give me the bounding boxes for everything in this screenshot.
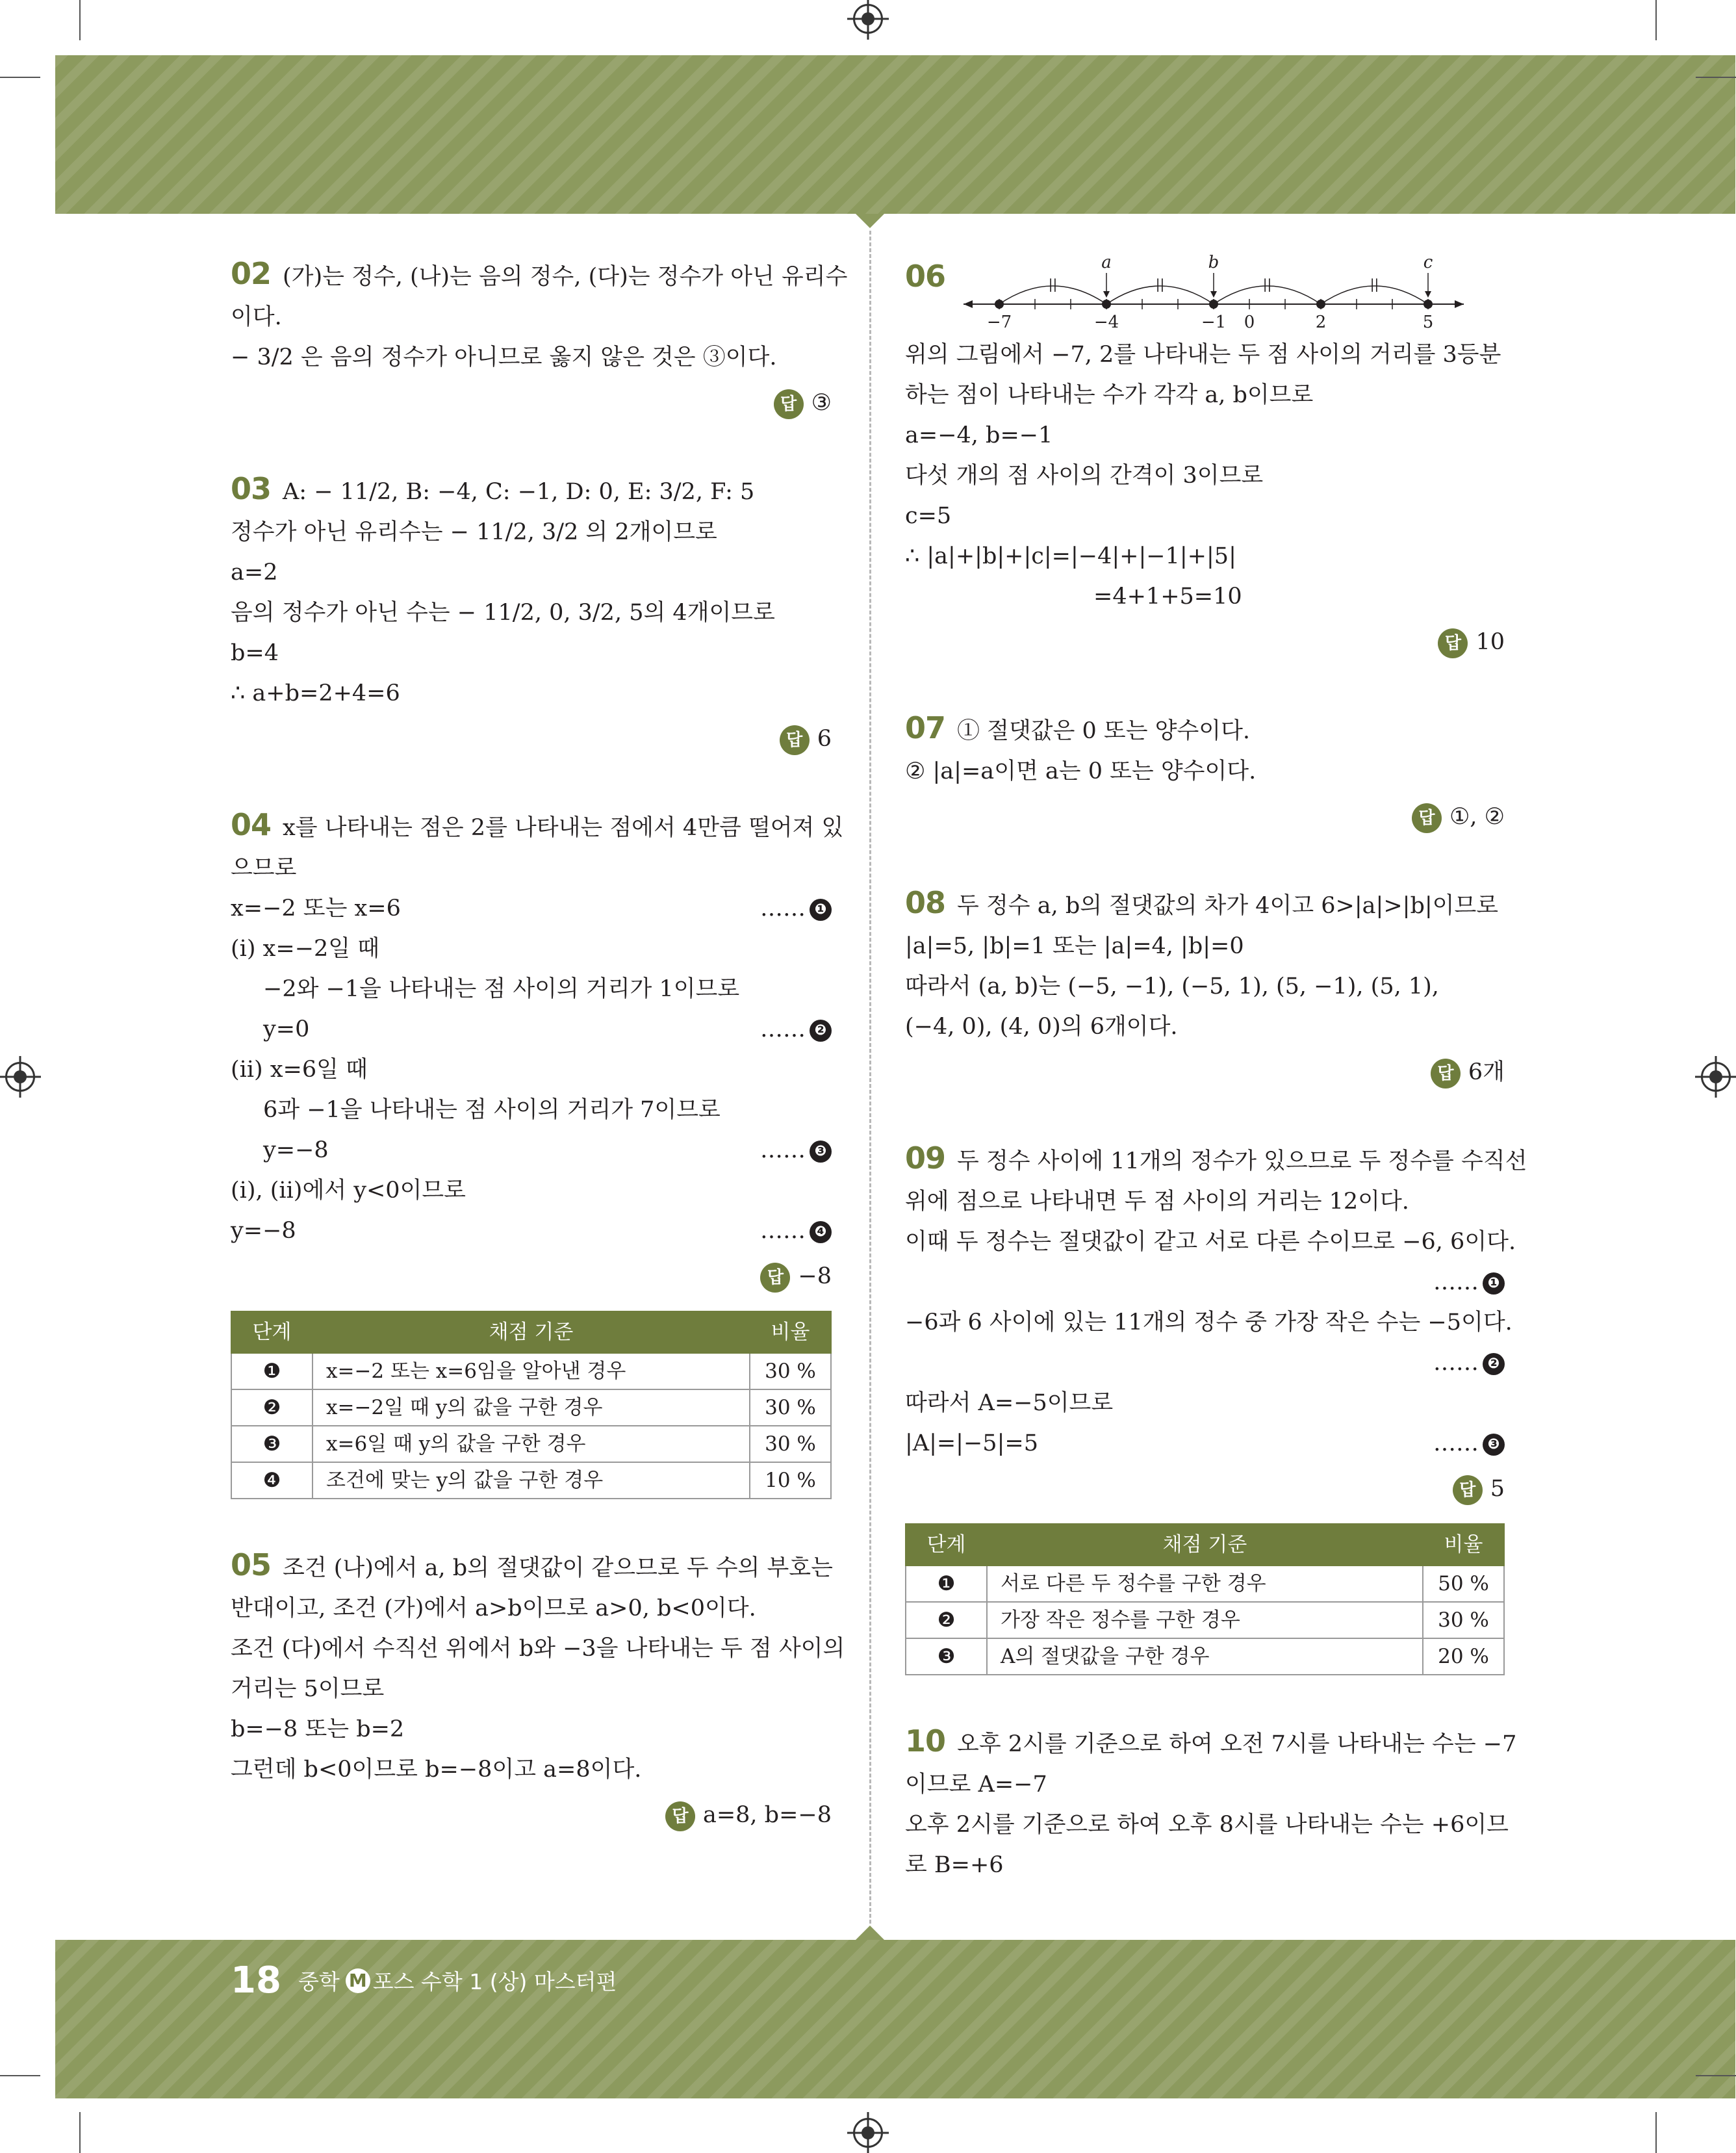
text-line: 정수가 아닌 유리수는 − 11/2, 3/2 의 2개이므로 [231,519,717,545]
tick-label: −1 [1201,313,1227,332]
text-line: ② |a|=a이면 a는 0 또는 양수이다. [905,758,1257,784]
problem-08 [905,883,1505,1092]
equal-mark: || [1048,276,1058,292]
text-line: a=−4, b=−1 [905,422,1053,448]
text-line: 두 정수 a, b의 절댓값의 차가 4이고 6>|a|>|b|이므로 [957,893,1499,919]
crop-mark [1696,77,1736,78]
table-cell: ❹ [231,1462,313,1499]
text-line: 조건 (다)에서 수직선 위에서 b와 −3을 나타내는 두 점 사이의 [231,1636,845,1662]
crop-mark [79,0,81,40]
table-cell: 30 % [750,1426,831,1462]
tick-label: −4 [1093,313,1119,332]
answer-value: 10 [1475,629,1505,655]
tick-label: 2 [1315,313,1327,332]
dots: …… [1433,1269,1479,1295]
problem-07 [905,708,1505,837]
dots: …… [1433,1350,1479,1376]
pointer-arrow-icon [1210,291,1217,298]
text-line: 이다. [231,304,282,330]
answer-value: −8 [798,1263,832,1289]
table-cell: 30 % [750,1353,831,1389]
table-row [231,1426,831,1462]
table-header: 채점 기준 [313,1311,750,1353]
answer-badge: 답 [1453,1475,1483,1505]
table-header: 단계 [906,1524,987,1566]
table-row [906,1638,1504,1675]
dots: …… [760,896,806,922]
table-cell: 조건에 맞는 y의 값을 구한 경우 [313,1462,750,1499]
text-line: −2와 −1을 나타내는 점 사이의 거리가 1이므로 [263,976,740,1002]
registration-mark-icon [853,4,883,34]
column-divider [869,231,871,1924]
answer-badge: 답 [1412,803,1442,833]
text-line: −6과 6 사이에 있는 11개의 정수 중 가장 작은 수는 −5이다. [905,1309,1513,1335]
step-marker: ❶ [810,899,832,921]
text-line: 이때 두 정수는 절댓값이 같고 서로 다른 수이므로 −6, 6이다. [905,1229,1516,1255]
text-line: 위에 점으로 나타내면 두 점 사이의 거리는 12이다. [905,1189,1409,1215]
problem-number: 06 [905,259,946,294]
step-marker: ❷ [1483,1353,1505,1375]
answer [905,622,1505,662]
table-cell: 30 % [750,1389,831,1426]
answer [231,383,832,423]
text-line: 그런데 b<0이므로 b=−8이고 a=8이다. [231,1757,642,1783]
crop-mark [79,2112,81,2153]
scoring-table [231,1311,832,1499]
text-line: 따라서 A=−5이므로 [905,1390,1114,1416]
table-cell: ❸ [906,1638,987,1675]
text-line: ∴ |a|+|b|+|c|=|−4|+|−1|+|5| [905,543,1236,569]
text-line: 오후 2시를 기준으로 하여 오전 7시를 나타내는 수는 −7 [957,1731,1517,1757]
right-column [905,253,1527,1885]
answer-value: 6 [817,726,832,752]
equal-mark: || [1262,276,1272,292]
text-line: 오후 2시를 기준으로 하여 오후 8시를 나타내는 수는 +6이므 [905,1812,1509,1838]
table-row [906,1566,1504,1602]
table-cell: x=−2일 때 y의 값을 구한 경우 [313,1389,750,1426]
point-label: a [1101,253,1112,272]
answer-badge: 답 [780,725,810,755]
table-header: 단계 [231,1311,313,1353]
tick-label: −7 [986,313,1012,332]
table-row [906,1602,1504,1638]
arrow-left-icon [964,300,973,308]
text-line: ∴ a+b=2+4=6 [231,680,400,706]
table-cell: 가장 작은 정수를 구한 경우 [987,1602,1423,1638]
problem-09 [905,1138,1527,1675]
problem-number: 07 [905,710,946,745]
dots: …… [760,1016,806,1042]
problem-number: 08 [905,885,946,920]
point [1316,300,1325,309]
scoring-table [905,1523,1505,1675]
crop-mark [1696,2075,1736,2076]
table-header: 채점 기준 [987,1524,1423,1566]
page-footer [231,1959,617,2002]
table-cell: 30 % [1423,1602,1504,1638]
text-line: 반대이고, 조건 (가)에서 a>b이므로 a>0, b<0이다. [231,1595,756,1621]
dots: …… [760,1137,806,1163]
text-line: (가)는 정수, (나)는 음의 정수, (다)는 정수가 아닌 유리수 [283,264,848,290]
table-cell: ❶ [906,1566,987,1602]
left-column [231,253,848,1835]
text-line: ① 절댓값은 0 또는 양수이다. [957,718,1251,744]
problem-06 [905,253,1505,662]
table-row [231,1353,831,1389]
table-cell: ❷ [231,1389,313,1426]
crop-mark [1655,2112,1657,2153]
answer-value: 5 [1490,1476,1505,1502]
text-line: 하는 점이 나타내는 수가 각각 a, b이므로 [905,382,1314,408]
crop-mark [1655,0,1657,40]
text-line: (ⅱ) x=6일 때 [231,1057,368,1083]
equal-mark: || [1155,276,1165,292]
table-cell: ❸ [231,1426,313,1462]
table-cell: 50 % [1423,1566,1504,1602]
header-band [55,55,1735,214]
tick-label: 0 [1244,313,1255,332]
text-line: b=4 [231,640,279,666]
answer-badge: 답 [760,1263,790,1293]
text-line: 따라서 (a, b)는 (−5, −1), (−5, 1), (5, −1), (5, 1), [905,973,1439,999]
book-logo-icon: M [346,1968,370,1993]
answer [905,1469,1505,1509]
text-line: b=−8 또는 b=2 [231,1716,405,1742]
problem-number: 02 [231,256,272,291]
answer [905,797,1505,837]
point [995,300,1004,309]
table-cell: ❷ [906,1602,987,1638]
registration-mark-icon [5,1062,35,1092]
problem-number: 05 [231,1547,272,1582]
answer-badge: 답 [774,389,804,419]
table-row [231,1462,831,1499]
table-header: 비율 [750,1311,831,1353]
text-line: 조건 (나)에서 a, b의 절댓값이 같으므로 두 수의 부호는 [283,1555,833,1581]
equal-mark: || [1370,276,1379,292]
point [1102,300,1111,309]
table-cell: x=−2 또는 x=6임을 알아낸 경우 [313,1353,750,1389]
crop-mark [0,2075,40,2076]
text-line: 로 B=+6 [905,1852,1004,1878]
text-line: x를 나타내는 점은 2를 나타내는 점에서 4만큼 떨어져 있 [283,815,844,841]
table-cell: x=6일 때 y의 값을 구한 경우 [313,1426,750,1462]
step-marker: ❹ [810,1221,832,1243]
answer-badge: 답 [1438,628,1468,658]
number-line [957,253,1470,335]
answer-value: ③ [811,390,832,416]
table-cell: 20 % [1423,1638,1504,1675]
text-line: 위의 그림에서 −7, 2를 나타내는 두 점 사이의 거리를 3등분 [905,342,1501,368]
text-line: 다섯 개의 점 사이의 간격이 3이므로 [905,463,1264,489]
answer [231,1795,832,1835]
answer-value: 6개 [1468,1059,1505,1085]
text-line: 거리는 5이므로 [231,1676,385,1702]
text-line: y=−8 [231,1218,296,1244]
problem-number: 04 [231,807,272,842]
problem-10 [905,1721,1517,1885]
point-label: c [1423,253,1433,272]
point [1209,300,1218,309]
book-title: 포스 수학 1 (상) 마스터편 [372,1969,617,1994]
text-line: y=0 [263,1016,310,1042]
tick-label: 5 [1422,313,1434,332]
point [1423,300,1433,309]
book-title-prefix: 중학 [298,1969,340,1994]
table-cell: 서로 다른 두 정수를 구한 경우 [987,1566,1423,1602]
registration-mark-icon [853,2118,883,2148]
text-line: A: − 11/2, B: −4, C: −1, D: 0, E: 3/2, F: 5 [283,479,755,505]
step-marker: ❷ [810,1020,832,1042]
text-line: 으므로 [231,855,297,881]
answer [231,1256,832,1296]
problem-number: 09 [905,1141,946,1176]
text-line: x=−2 또는 x=6 [231,896,401,922]
problem-02 [231,253,848,423]
text-line: a=2 [231,560,278,586]
answer [905,1052,1505,1092]
point-label: b [1208,253,1219,272]
step-marker: ❸ [1483,1434,1505,1456]
text-line: − 3/2 은 음의 정수가 아니므로 옳지 않은 것은 ③이다. [231,344,777,370]
arrow-right-icon [1455,300,1464,308]
text-line: 6과 −1을 나타내는 점 사이의 거리가 7이므로 [263,1097,721,1123]
footer-notch [856,1926,884,1940]
dots: …… [1433,1430,1479,1456]
text-line: (ⅰ) x=−2일 때 [231,936,380,962]
table-header: 비율 [1423,1524,1504,1566]
text-line: =4+1+5=10 [1093,584,1242,610]
text-line: 이므로 A=−7 [905,1772,1047,1798]
pointer-arrow-icon [1425,291,1431,298]
problem-05 [231,1545,845,1835]
problem-03 [231,469,832,759]
answer [231,719,832,759]
problem-04 [231,805,844,1499]
table-cell: 10 % [750,1462,831,1499]
answer-value: ①, ② [1449,804,1505,830]
text-line: |a|=5, |b|=1 또는 |a|=4, |b|=0 [905,933,1244,959]
table-row [231,1389,831,1426]
table-cell: ❶ [231,1353,313,1389]
step-marker: ❶ [1483,1272,1505,1295]
answer-value: a=8, b=−8 [702,1802,832,1828]
text-line: (ⅰ), (ⅱ)에서 y<0이므로 [231,1178,466,1204]
page-number: 18 [231,1959,281,2002]
answer-badge: 답 [1431,1059,1461,1089]
table-cell: A의 절댓값을 구한 경우 [987,1638,1423,1675]
text-line: |A|=|−5|=5 [905,1430,1038,1456]
answer-badge: 답 [665,1801,695,1831]
header-notch [856,214,884,228]
problem-number: 03 [231,471,272,506]
text-line: 음의 정수가 아닌 수는 − 11/2, 0, 3/2, 5의 4개이므로 [231,600,775,626]
problem-number: 10 [905,1723,946,1759]
text-line: y=−8 [263,1137,329,1163]
crop-mark [0,77,40,78]
pointer-arrow-icon [1103,291,1110,298]
registration-mark-icon [1701,1062,1731,1092]
text-line: c=5 [905,503,952,529]
text-line: 두 정수 사이에 11개의 정수가 있으므로 두 정수를 수직선 [957,1148,1527,1174]
step-marker: ❸ [810,1141,832,1163]
dots: …… [760,1218,806,1244]
text-line: (−4, 0), (4, 0)의 6개이다. [905,1014,1178,1040]
